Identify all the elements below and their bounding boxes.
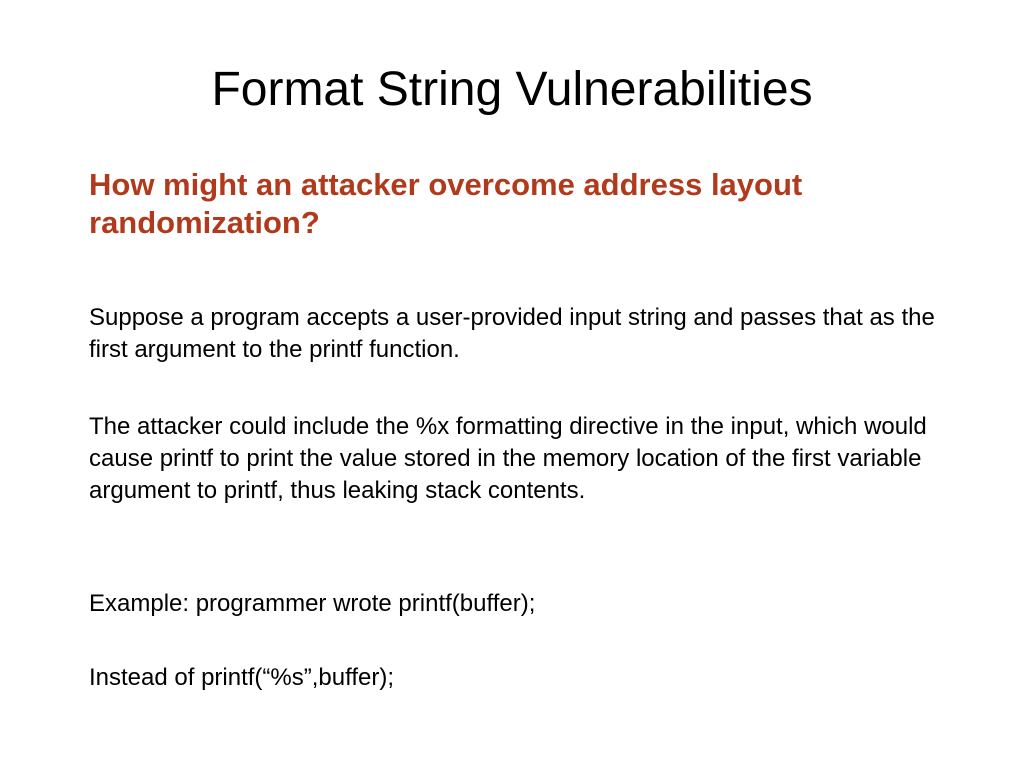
slide-title: Format String Vulnerabilities: [211, 63, 813, 116]
paragraph-attack: The attacker could include the %x formatting directive in the input, which would cause printf to print the value stored in the memory location of the first variable argument to printf, thus leaking stack contents.: [89, 413, 927, 504]
paragraph-correct-usage: Instead of printf(“%s”,buffer);: [89, 664, 395, 691]
paragraph-scenario: Suppose a program accepts a user-provided input string and passes that as the first argument to the printf function.: [89, 304, 935, 363]
paragraph-example: Example: programmer wrote printf(buffer);: [89, 590, 536, 617]
slide-question: How might an attacker overcome address layout randomization?: [89, 167, 803, 240]
